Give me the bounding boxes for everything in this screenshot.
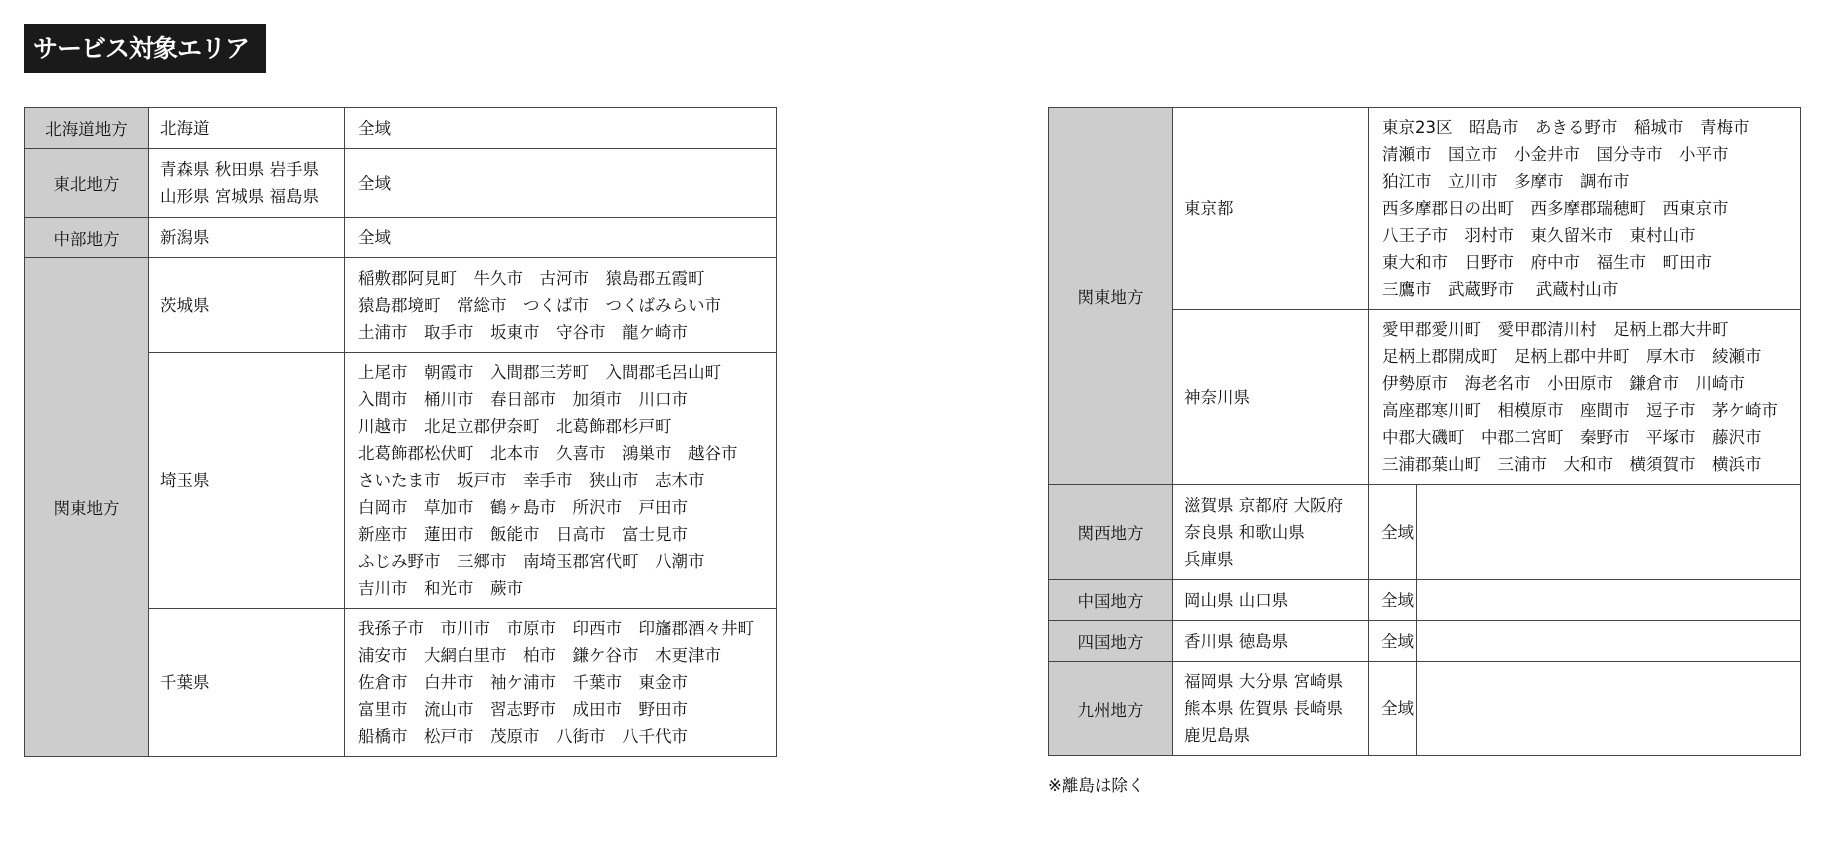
city-line: 東大和市 日野市 府中市 福生市 町田市: [1382, 253, 1712, 272]
city-line: 愛甲郡愛川町 愛甲郡清川村 足柄上郡大井町: [1382, 320, 1729, 339]
city-line: 浦安市 大網白里市 柏市 鎌ケ谷市 木更津市: [358, 646, 721, 665]
city-line: 中郡大磯町 中郡二宮町 秦野市 平塚市 藤沢市: [1382, 428, 1762, 447]
scope-cell: 全域: [1369, 621, 1417, 662]
region-cell: 北海道地方: [25, 108, 149, 149]
prefecture-line: 滋賀県 京都府 大阪府: [1184, 495, 1343, 515]
table-row: [1049, 485, 1801, 580]
region-cell: 東北地方: [25, 149, 149, 218]
city-line: 三浦郡葉山町 三浦市 大和市 横須賀市 横浜市: [1382, 455, 1762, 474]
city-line: 我孫子市 市川市 市原市 印西市 印旛郡酒々井町: [358, 619, 754, 638]
cities-cell: [1369, 310, 1801, 485]
prefecture-cell: 神奈川県: [1173, 310, 1369, 485]
empty-cell: [1417, 621, 1801, 662]
city-line: 清瀬市 国立市 小金井市 国分寺市 小平市: [1382, 145, 1729, 164]
city-line: さいたま市 坂戸市 幸手市 狭山市 志木市: [358, 471, 705, 490]
city-line: 吉川市 和光市 蕨市: [358, 579, 523, 598]
table-row: [25, 258, 777, 353]
cities-cell: [345, 609, 777, 757]
city-line: ふじみ野市 三郷市 南埼玉郡宮代町 八潮市: [358, 552, 705, 571]
prefecture-cell: [149, 218, 345, 258]
table-row: [1049, 108, 1801, 310]
footnote: ※離島は除く: [1048, 776, 1145, 795]
city-line: 入間市 桶川市 春日部市 加須市 川口市: [358, 390, 688, 409]
prefecture-line: 岡山県 山口県: [1184, 590, 1289, 610]
empty-cell: [1417, 662, 1801, 756]
region-cell: 中国地方: [1049, 580, 1173, 621]
region-cell: 九州地方: [1049, 662, 1173, 756]
empty-cell: [1417, 485, 1801, 580]
city-line: 川越市 北足立郡伊奈町 北葛飾郡杉戸町: [358, 417, 672, 436]
city-line: 西多摩郡日の出町 西多摩郡瑞穂町 西東京市: [1382, 199, 1729, 218]
prefecture-cell: [149, 149, 345, 218]
prefecture-cell: 埼玉県: [149, 353, 345, 609]
cities-cell: [1369, 108, 1801, 310]
cities-cell: [345, 353, 777, 609]
city-line: 猿島郡境町 常総市 つくば市 つくばみらい市: [358, 295, 721, 315]
prefecture-cell: [1173, 580, 1369, 621]
scope-cell: 全域: [1369, 662, 1417, 756]
scope-cell: 全域: [345, 108, 777, 149]
prefecture-line: 鹿児島県: [1184, 726, 1250, 745]
prefecture-cell: [1173, 621, 1369, 662]
table-row: [25, 108, 777, 149]
region-cell: 四国地方: [1049, 621, 1173, 662]
prefecture-line: 山形県 宮城県 福島県: [160, 187, 319, 206]
city-line: 八王子市 羽村市 東久留米市 東村山市: [1382, 226, 1696, 245]
city-line: 白岡市 草加市 鶴ヶ島市 所沢市 戸田市: [358, 498, 688, 517]
prefecture-line: 新潟県: [160, 228, 210, 247]
city-line: 三鷹市 武蔵野市 武蔵村山市: [1382, 280, 1619, 299]
prefecture-cell: [149, 108, 345, 149]
table-row: [1049, 580, 1801, 621]
prefecture-cell: [1173, 662, 1369, 756]
city-line: 稲敷郡阿見町 牛久市 古河市 猿島郡五霞町: [358, 268, 705, 288]
prefecture-line: 奈良県 和歌山県: [1184, 522, 1305, 542]
city-line: 伊勢原市 海老名市 小田原市 鎌倉市 川崎市: [1382, 374, 1745, 393]
empty-cell: [1417, 580, 1801, 621]
city-line: 上尾市 朝霞市 入間郡三芳町 入間郡毛呂山町: [358, 363, 721, 382]
region-cell: 関東地方: [1049, 108, 1173, 485]
table-row: [25, 149, 777, 218]
region-cell: 関西地方: [1049, 485, 1173, 580]
table-row: [1049, 621, 1801, 662]
prefecture-line: 福岡県 大分県 宮崎県: [1184, 672, 1343, 691]
city-line: 高座郡寒川町 相模原市 座間市 逗子市 茅ケ崎市: [1382, 401, 1778, 420]
scope-cell: 全域: [345, 218, 777, 258]
prefecture-line: 熊本県 佐賀県 長崎県: [1184, 699, 1343, 718]
scope-cell: 全域: [1369, 580, 1417, 621]
prefecture-cell: 茨城県: [149, 258, 345, 353]
prefecture-line: 香川県 徳島県: [1184, 631, 1289, 651]
city-line: 新座市 蓮田市 飯能市 日高市 富士見市: [358, 525, 688, 544]
service-area-table-right: [1048, 107, 1801, 756]
prefecture-cell: 千葉県: [149, 609, 345, 757]
region-cell: 中部地方: [25, 218, 149, 258]
city-line: 狛江市 立川市 多摩市 調布市: [1382, 172, 1630, 191]
service-area-table-left: [24, 107, 777, 757]
region-cell: 関東地方: [25, 258, 149, 757]
scope-cell: 全域: [345, 149, 777, 218]
table-row: [25, 218, 777, 258]
city-line: 佐倉市 白井市 袖ケ浦市 千葉市 東金市: [358, 673, 688, 692]
prefecture-cell: [1173, 485, 1369, 580]
city-line: 富里市 流山市 習志野市 成田市 野田市: [358, 700, 688, 719]
table-row: [1049, 662, 1801, 756]
city-line: 北葛飾郡松伏町 北本市 久喜市 鴻巣市 越谷市: [358, 444, 738, 463]
city-line: 船橋市 松戸市 茂原市 八街市 八千代市: [358, 727, 688, 746]
prefecture-line: 北海道: [160, 118, 210, 138]
prefecture-line: 兵庫県: [1184, 549, 1234, 569]
prefecture-line: 青森県 秋田県 岩手県: [160, 160, 319, 179]
scope-cell: 全域: [1369, 485, 1417, 580]
cities-cell: [345, 258, 777, 353]
city-line: 東京23区 昭島市 あきる野市 稲城市 青梅市: [1382, 118, 1750, 137]
city-line: 足柄上郡開成町 足柄上郡中井町 厚木市 綾瀬市: [1382, 347, 1762, 366]
city-line: 土浦市 取手市 坂東市 守谷市 龍ケ崎市: [358, 322, 688, 342]
page-title: サービス対象エリア: [24, 24, 266, 73]
prefecture-cell: 東京都: [1173, 108, 1369, 310]
